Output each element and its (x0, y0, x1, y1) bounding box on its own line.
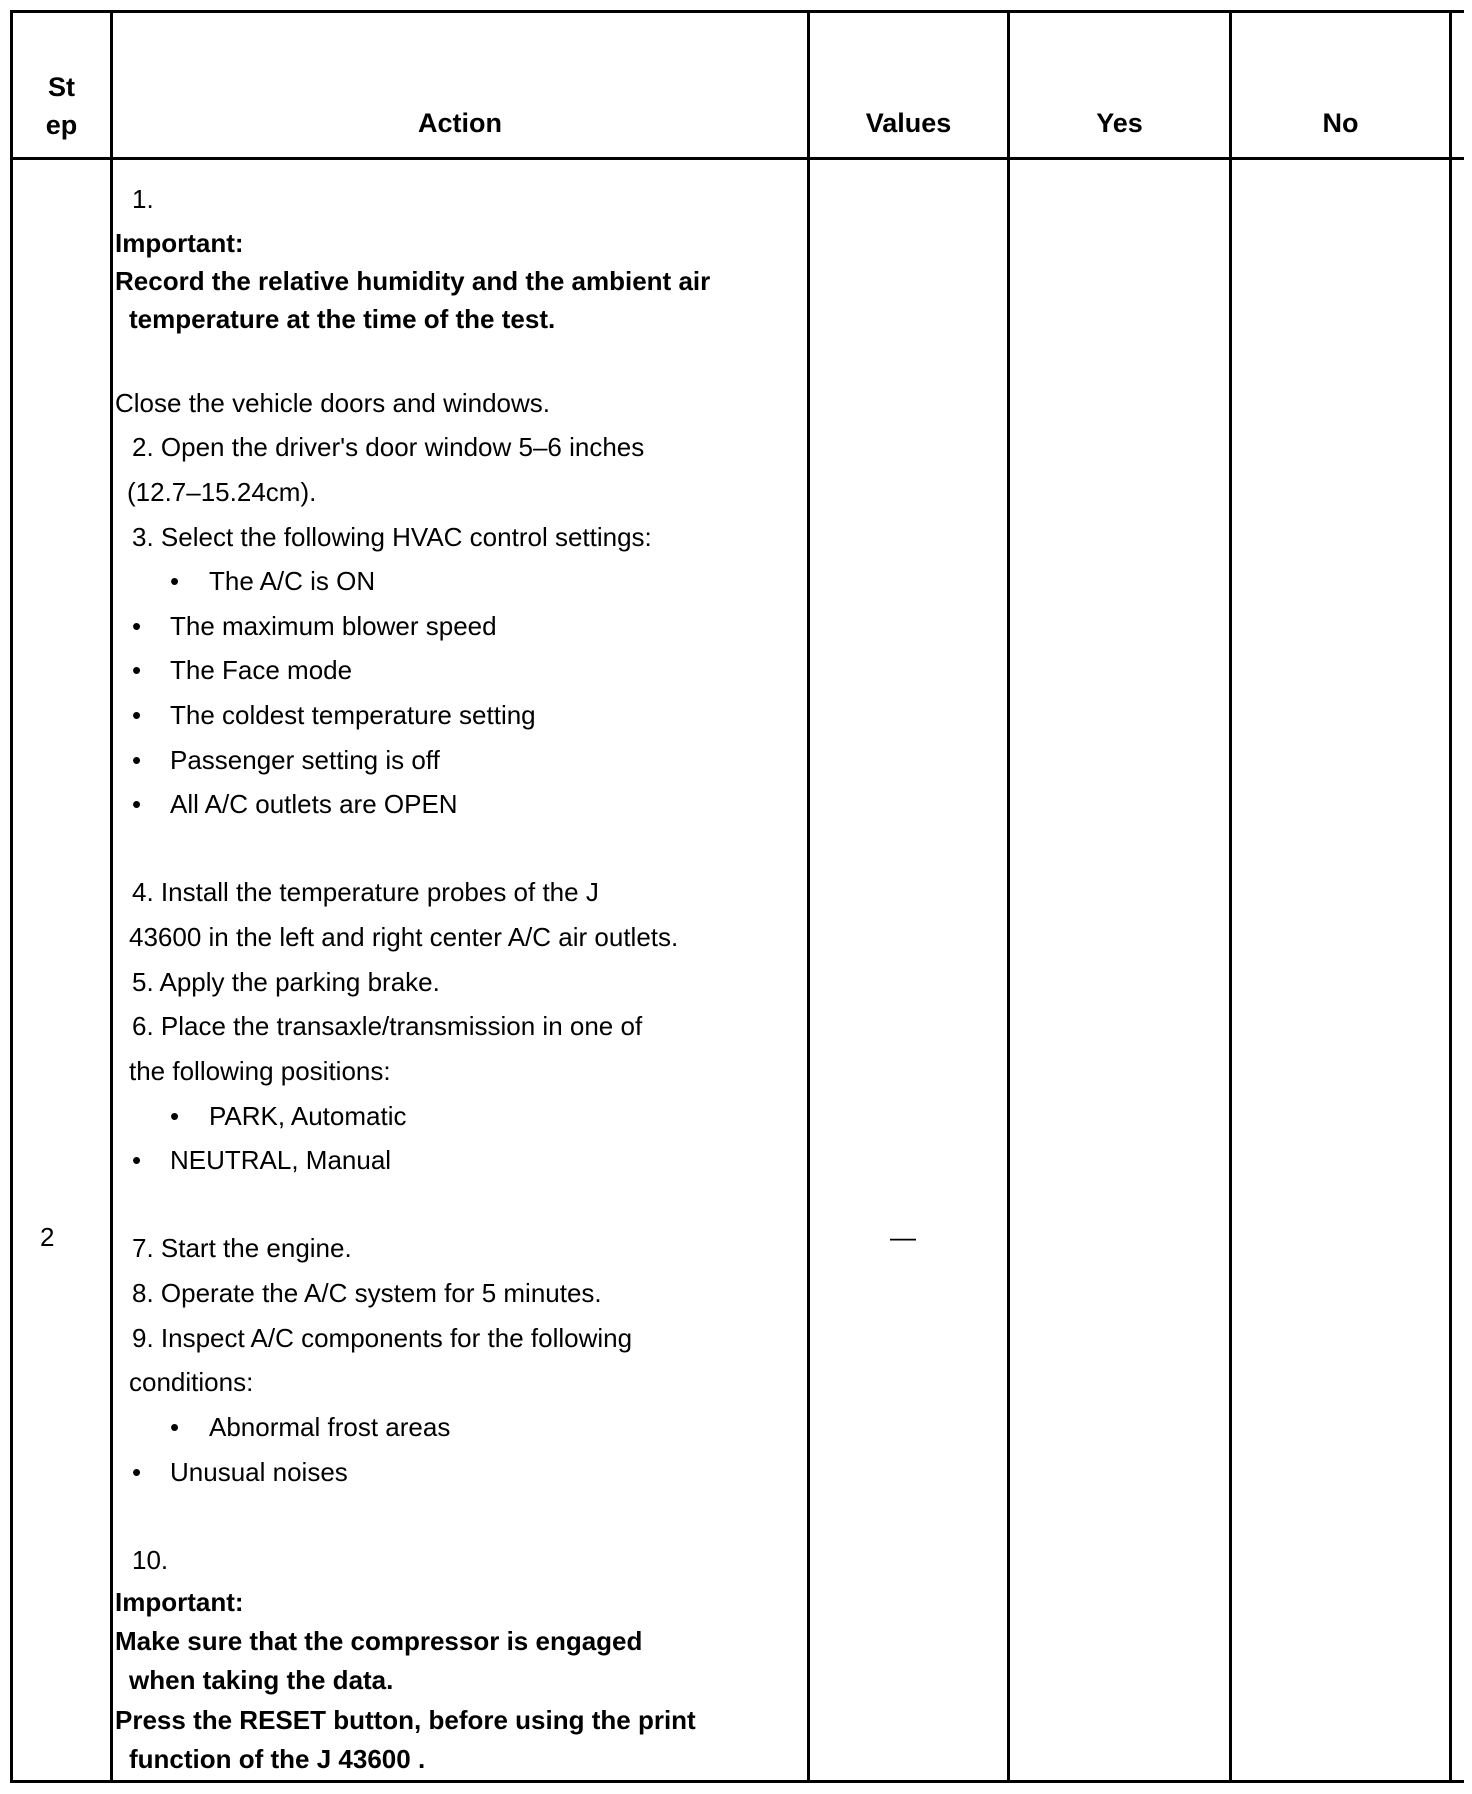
list-item: All A/C outlets are OPEN (170, 789, 458, 819)
important-note: when taking the data. (129, 1665, 394, 1695)
action-line: Close the vehicle doors and windows. (115, 388, 551, 418)
bullet: • (170, 566, 180, 596)
important-label: Important: (115, 1587, 244, 1617)
action-line: 7. Start the engine. (132, 1233, 352, 1263)
action-line: 10. (132, 1545, 169, 1575)
important-label: Important: (115, 228, 244, 258)
list-item: PARK, Automatic (209, 1101, 407, 1131)
action-line: the following positions: (129, 1056, 391, 1086)
column-divider-yes (1229, 10, 1232, 1783)
action-line: 4. Install the temperature probes of the J (132, 877, 599, 907)
action-line: 2. Open the driver's door window 5–6 inches (132, 432, 645, 462)
bullet: • (132, 1145, 142, 1175)
header-yes: Yes (1096, 108, 1143, 138)
important-note: Press the RESET button, before using the print (115, 1705, 696, 1735)
important-note: function of the J 43600 . (129, 1744, 426, 1774)
bullet: • (132, 611, 142, 641)
header-step-line2: ep (45, 110, 78, 140)
header-step-line1: St (48, 72, 75, 102)
bullet: • (132, 745, 142, 775)
action-line: 1. (132, 184, 154, 214)
bullet: • (132, 1457, 142, 1487)
table-top-border (10, 10, 1464, 13)
action-line: 43600 in the left and right center A/C air outlets. (129, 922, 679, 952)
table-right-border (1449, 10, 1452, 1783)
table-left-border (10, 10, 13, 1783)
bullet: • (132, 700, 142, 730)
important-note: Make sure that the compressor is engaged (115, 1626, 643, 1656)
header-action: Action (418, 108, 502, 138)
list-item: Unusual noises (170, 1457, 348, 1487)
header-no: No (1322, 108, 1359, 138)
bullet: • (170, 1412, 180, 1442)
bullet: • (132, 789, 142, 819)
action-line: 3. Select the following HVAC control settings: (132, 522, 652, 552)
list-item: The coldest temperature setting (170, 700, 536, 730)
action-line: 5. Apply the parking brake. (132, 967, 440, 997)
action-line: 8. Operate the A/C system for 5 minutes. (132, 1278, 602, 1308)
action-line: 9. Inspect A/C components for the following (132, 1323, 633, 1353)
header-bottom-border (10, 157, 1464, 160)
action-line: 6. Place the transaxle/transmission in one of (132, 1011, 643, 1041)
important-note: Record the relative humidity and the ambient air (115, 266, 711, 296)
column-divider-step (110, 10, 113, 1783)
table-bottom-border (10, 1780, 1464, 1783)
bullet: • (132, 655, 142, 685)
step-number: 2 (40, 1222, 55, 1252)
list-item: The maximum blower speed (170, 611, 497, 641)
action-line: (12.7–15.24cm). (127, 477, 317, 507)
list-item: The Face mode (170, 655, 353, 685)
list-item: Passenger setting is off (170, 745, 440, 775)
values-cell: — (890, 1222, 916, 1252)
important-note: temperature at the time of the test. (129, 304, 556, 334)
header-step (13, 68, 110, 144)
column-divider-values (1007, 10, 1010, 1783)
list-item: The A/C is ON (209, 566, 376, 596)
action-line: conditions: (129, 1367, 254, 1397)
list-item: NEUTRAL, Manual (170, 1145, 392, 1175)
column-divider-action (807, 10, 810, 1783)
bullet: • (170, 1101, 180, 1131)
header-values: Values (865, 108, 952, 138)
list-item: Abnormal frost areas (209, 1412, 451, 1442)
